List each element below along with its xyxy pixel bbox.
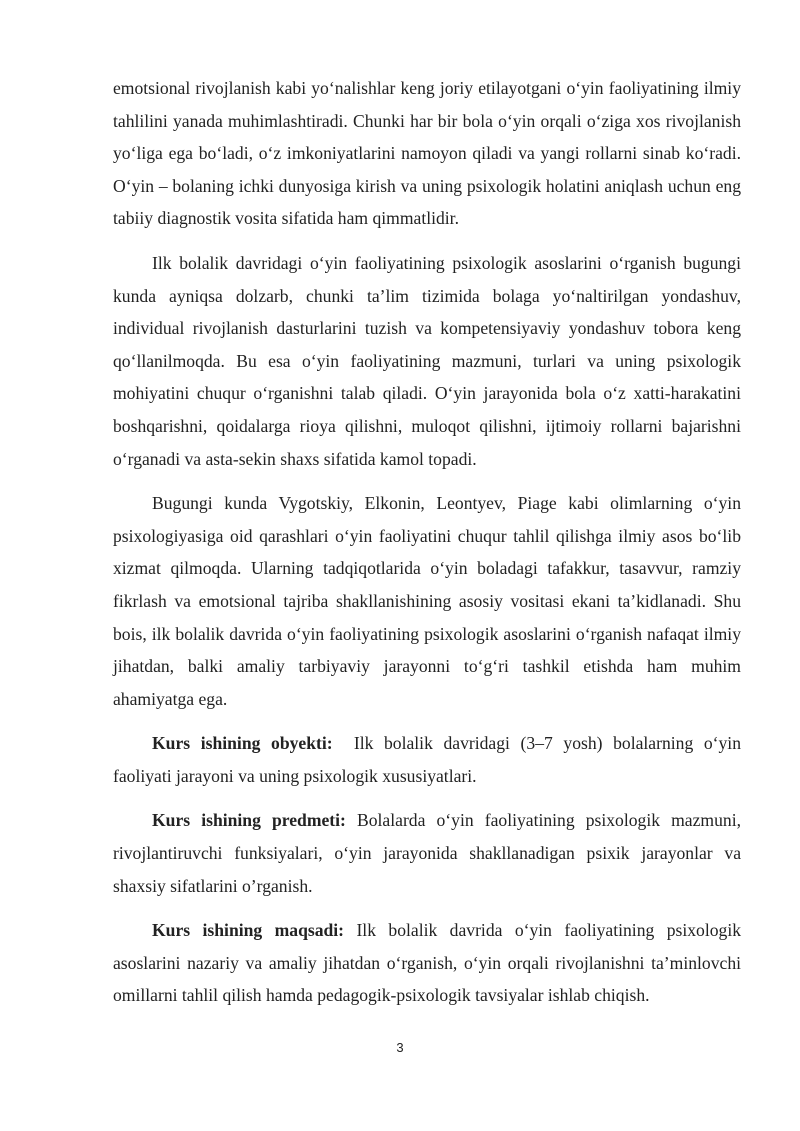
term-aim-label: Kurs ishining maqsadi: bbox=[152, 920, 345, 941]
term-subject-label: Kurs ishining predmeti: bbox=[152, 810, 346, 831]
paragraph-text: Bugungi kunda Vygotskiy, Elkonin, Leontyev, Piage kabi olimlarning o‘yin psixologiyasiga oid qarashlari o‘yin faoliyatini chuqur tahlil qilishga ilmiy asos bo‘lib xizmat qilmoqda. Ularning tadqiqotlarida o‘yin boladagi tafakkur, tasavvur, ramziy fikrlash va emotsional tajriba shakllanishining asosiy vositasi ekani ta’kidlanadi. Shu bois, ilk bolalik davrida o‘yin faoliyatining psixologik asoslarini o‘rganish nafaqat ilmiy jihatdan, balki amaliy tarbiyaviy jarayonni to‘g‘ri tashkil etishda ham muhim ahamiyatga ega. bbox=[113, 493, 741, 709]
paragraph-text: Ilk bolalik davridagi (3–7 yosh) bolalarning o‘yin faoliyati jarayoni va uning psixologik xususiyatlari. bbox=[113, 733, 746, 786]
paragraph-scholars bbox=[113, 487, 741, 715]
paragraph-text: Ilk bolalik davrida o‘yin faoliyatining psixologik asoslarini nazariy va amaliy jihatdan o‘rganish, o‘yin orqali rivojlanishni ta’minlovchi omillarni tahlil qilish hamda pedagogik-psixologik tavsiyalar ishlab chiqish. bbox=[113, 920, 741, 1006]
paragraph-relevance bbox=[113, 247, 741, 475]
page-number: 3 bbox=[396, 1040, 404, 1055]
paragraph-intro-continuation bbox=[113, 72, 741, 235]
body-text bbox=[113, 72, 746, 1024]
paragraph-text: emotsional rivojlanish kabi yo‘nalishlar keng joriy etilayotgani o‘yin faoliyatining ilmiy tahlilini yanada muhimlashtiradi. Chunki har bir bola o‘yin orqali o‘ziga xos rivojlanish yo‘liga ega bo‘ladi, o‘z imkoniyatlarini namoyon qiladi va yangi rollarni sinab ko‘radi. O‘yin – bolaning ichki dunyosiga kirish va uning psixologik holatini aniqlash uchun eng tabiiy diagnostik vosita sifatida ham qimmatlidir. bbox=[113, 78, 741, 229]
paragraph-object bbox=[113, 727, 746, 792]
term-object-label: Kurs ishining obyekti: bbox=[152, 733, 333, 754]
paragraph-subject bbox=[113, 804, 741, 902]
paragraph-text: Bolalarda o‘yin faoliyatining psixologik mazmuni, rivojlantiruvchi funksiyalari, o‘yin jarayonida shakllanadigan psixik jarayonlar va shaxsiy sifatlarini o’rganish. bbox=[113, 810, 741, 896]
paragraph-aim bbox=[113, 914, 741, 1012]
paragraph-text: Ilk bolalik davridagi o‘yin faoliyatining psixologik asoslarini o‘rganish bugungi kunda ayniqsa dolzarb, chunki ta’lim tizimida bolaga yo‘naltirilgan yondashuv, individual rivojlanish dasturlarini tuzish va kompetensiyaviy yondashuv tobora keng qo‘llanilmoqda. Bu esa o‘yin faoliyatining mazmuni, turlari va uning psixologik mohiyatini chuqur o‘rganishni talab qiladi. O‘yin jarayonida bola o‘z xatti-harakatini boshqarishni, qoidalarga rioya qilishni, muloqot qilishni, ijtimoiy rollarni bajarishni o‘rganadi va asta-sekin shaxs sifatida kamol topadi. bbox=[113, 252, 741, 469]
